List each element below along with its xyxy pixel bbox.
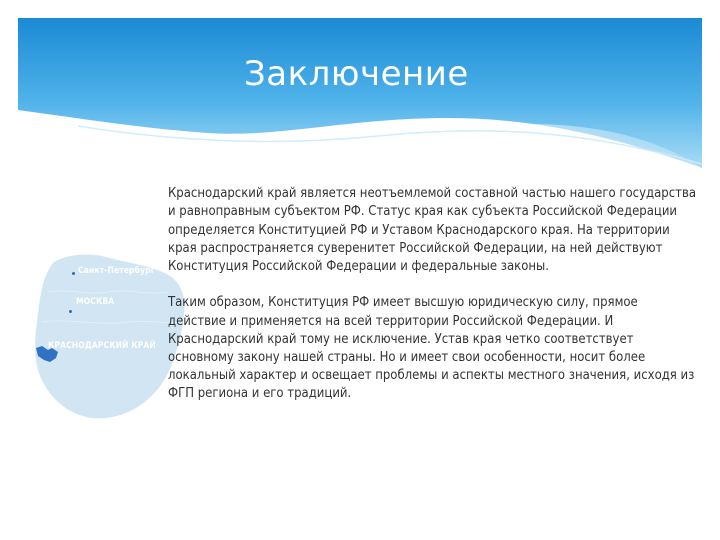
paragraph: Таким образом, Конституция РФ имеет высшую юридическую силу, прямое действие и применяется на всей территории Российской Федерации. И Краснодарский край тому не исключение. Устав края четко соответствует основному закону нашей страны. Но и имеет свои особенности, носит более локальный характер и освещает проблемы и аспекты местного значения, исходя из ФГП региона и его традиций. (168, 295, 695, 402)
russia-map (28, 252, 188, 424)
map-label-saint-petersburg: Санкт-Петербург (78, 266, 155, 276)
map-label-moscow: МОСКВА (76, 297, 115, 307)
slide-title: Заключение (244, 54, 469, 94)
map-label-krasnodar: КРАСНОДАРСКИЙ КРАЙ (48, 341, 156, 351)
paragraph: Краснодарский край является неотъемлемой составной частью нашего государства и равноправным субъектом РФ. Статус края как субъекта Российской Федерации определяется Конституцией РФ и Уставом Краснодарского края. На территории края распространяется суверенитет Российской Федерации, на ней действуют Конституция Российской Федерации и федеральные законы. (168, 186, 696, 275)
spb-marker (72, 272, 75, 275)
conclusion-text (168, 167, 698, 422)
moscow-marker (69, 310, 72, 313)
